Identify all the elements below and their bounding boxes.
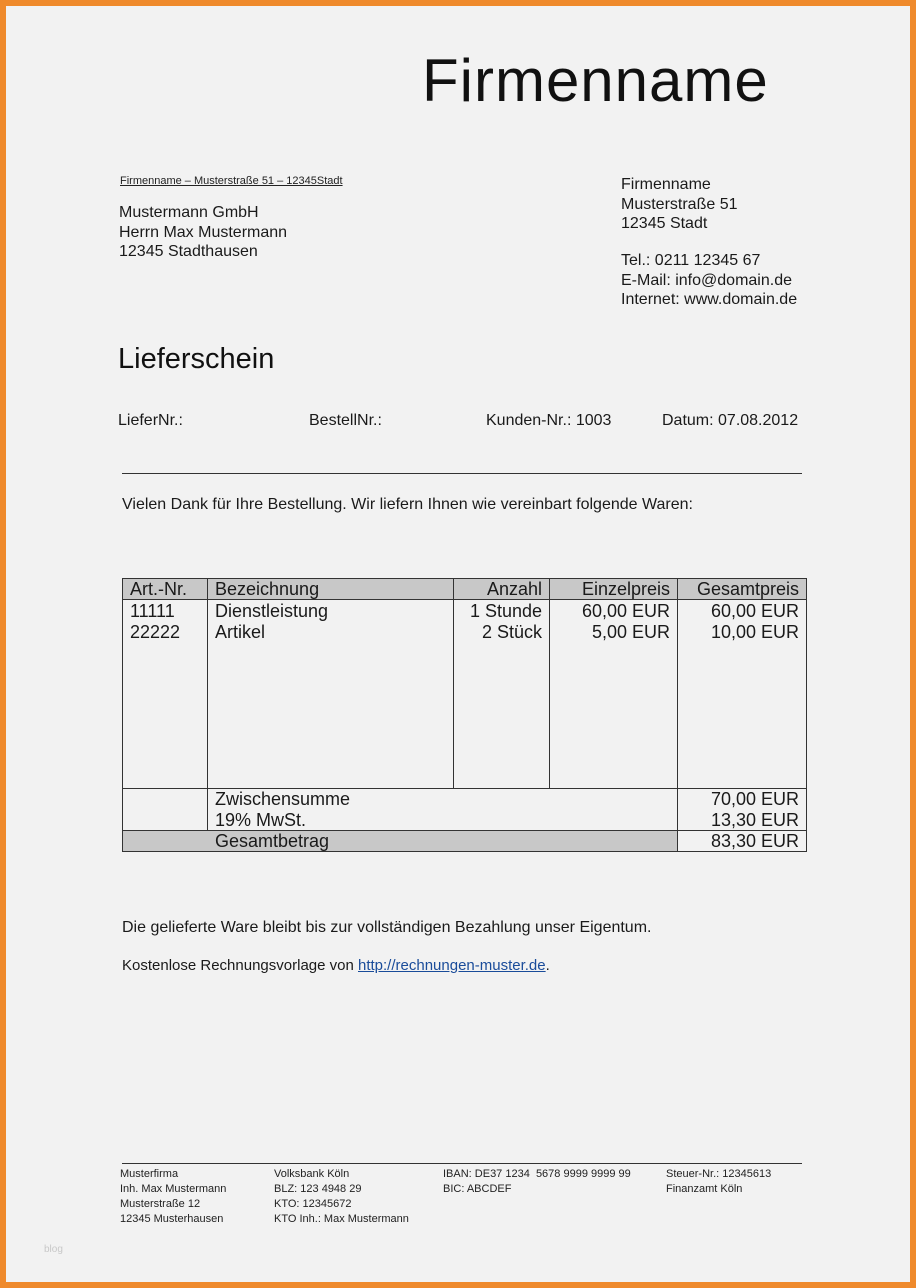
liefer-nr: LieferNr.:: [118, 412, 183, 429]
intro-text: Vielen Dank für Ihre Bestellung. Wir liefern Ihnen wie vereinbart folgende Waren:: [122, 496, 693, 513]
total-label: Gesamtbetrag: [215, 831, 330, 851]
row-art-nr: 22222: [130, 622, 181, 642]
footer-line: Volksbank Köln: [274, 1168, 350, 1180]
tax-label: 19% MwSt.: [215, 810, 307, 830]
row-gesamtpreis: 10,00 EUR: [710, 622, 799, 642]
footer-line: Steuer-Nr.: 12345613: [666, 1168, 772, 1180]
footer-line: Musterfirma: [120, 1168, 179, 1180]
divider: [122, 473, 802, 474]
recipient-line: Mustermann GmbH: [119, 204, 259, 221]
template-credit-link[interactable]: http://rechnungen-muster.de: [358, 957, 546, 974]
header-art-nr: Art.-Nr.: [130, 579, 187, 599]
footer-line: BIC: ABCDEF: [443, 1183, 512, 1195]
company-name-heading: Firmenname: [422, 47, 769, 114]
company-contact: [621, 251, 797, 310]
header-einzelpreis: Einzelpreis: [581, 579, 670, 599]
row-einzelpreis: 60,00 EUR: [581, 601, 670, 621]
footer-line: BLZ: 123 4948 29: [274, 1183, 362, 1195]
header-bezeichnung: Bezeichnung: [215, 579, 320, 599]
row-bezeichnung: Artikel: [215, 622, 266, 642]
row-bezeichnung: Dienstleistung: [215, 601, 329, 621]
total-label-bar: [122, 830, 678, 852]
company-address: [621, 175, 737, 234]
subtotal-value: 70,00 EUR: [710, 789, 799, 809]
footer-line: IBAN: DE37 1234 5678 9999 9999 99: [443, 1168, 631, 1180]
ownership-note: Die gelieferte Ware bleibt bis zur vollständigen Bezahlung unser Eigentum.: [122, 919, 652, 936]
recipient-address: [119, 203, 287, 262]
footer-divider: [122, 1163, 802, 1164]
footer-line: Finanzamt Köln: [666, 1183, 743, 1195]
bestell-nr: BestellNr.:: [309, 412, 382, 429]
items-table: [122, 578, 807, 852]
row-anzahl: 1 Stunde: [469, 601, 542, 621]
company-internet: Internet: www.domain.de: [621, 291, 798, 308]
recipient-line: Herrn Max Mustermann: [119, 223, 288, 241]
template-credit: [122, 957, 550, 974]
company-email: E-Mail: info@domain.de: [621, 271, 792, 289]
row-einzelpreis: 5,00 EUR: [591, 622, 670, 642]
watermark: blog: [44, 1244, 63, 1255]
row-gesamtpreis: 60,00 EUR: [710, 601, 799, 621]
footer-line: 12345 Musterhausen: [120, 1213, 224, 1225]
company-city: 12345 Stadt: [621, 215, 708, 232]
footer-bank: [274, 1167, 409, 1227]
row-anzahl: 2 Stück: [481, 622, 542, 642]
total-value: 83,30 EUR: [710, 831, 799, 851]
tax-value: 13,30 EUR: [710, 810, 799, 830]
row-art-nr: 11111: [130, 601, 175, 621]
footer-line: Musterstraße 12: [120, 1198, 201, 1210]
datum: Datum: 07.08.2012: [662, 412, 799, 429]
sender-address-line: Firmenname – Musterstraße 51 – 12345Stadt: [120, 175, 343, 187]
header-gesamtpreis: Gesamtpreis: [696, 579, 799, 599]
subtotal-label: Zwischensumme: [215, 789, 351, 809]
footer-tax: [666, 1167, 771, 1197]
document-title: Lieferschein: [118, 343, 275, 375]
footer-line: Inh. Max Mustermann: [120, 1183, 227, 1195]
company-name: Firmenname: [621, 176, 711, 193]
company-street: Musterstraße 51: [621, 195, 738, 213]
company-tel: Tel.: 0211 12345 67: [621, 252, 761, 269]
recipient-line: 12345 Stadthausen: [119, 243, 258, 260]
template-credit-text: Kostenlose Rechnungsvorlage von: [122, 957, 358, 974]
footer-company: [120, 1167, 226, 1227]
template-credit-suffix: .: [545, 957, 550, 974]
footer-iban: [443, 1167, 631, 1197]
footer-line: KTO Inh.: Max Mustermann: [274, 1213, 409, 1225]
kunden-nr: Kunden-Nr.: 1003: [486, 412, 612, 429]
header-anzahl: Anzahl: [486, 579, 542, 599]
footer-line: KTO: 12345672: [274, 1198, 352, 1210]
